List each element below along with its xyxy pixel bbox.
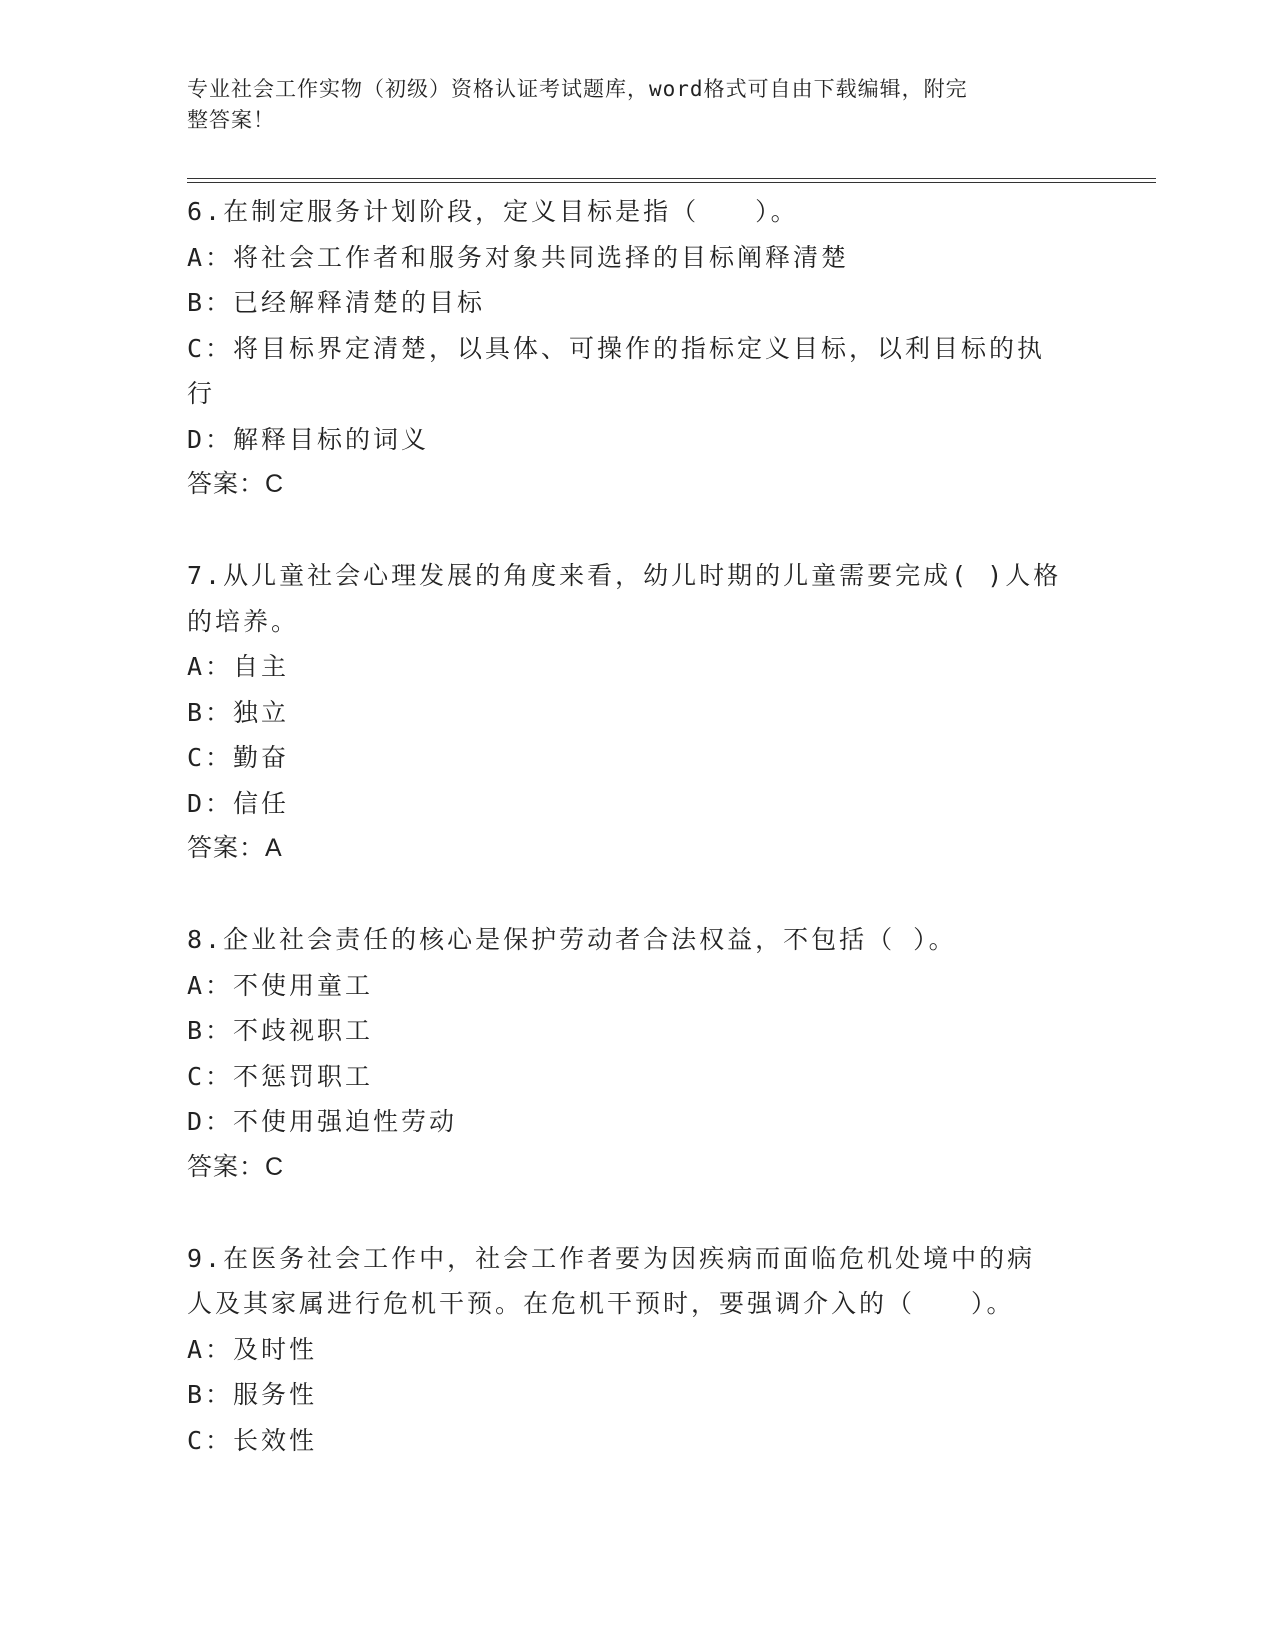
question-list [187,189,1077,1463]
header-line-2: 整答案！ [187,108,275,132]
question-stem: 6.在制定服务计划阶段，定义目标是指（ ）。 [187,197,799,226]
question-stem: 9.在医务社会工作中，社会工作者要为因疾病而面临危机处境中的病 [187,1243,1036,1273]
option-c-continued: 行 [187,379,216,408]
option-d: D：不使用强迫性劳动 [187,1107,458,1136]
option-d: D：信任 [187,788,290,818]
option-b: B：独立 [187,697,290,727]
header-line-1: 专业社会工作实物（初级）资格认证考试题库，word格式可自由下载编辑，附完 [187,77,968,101]
answer-line: 答案：A [187,834,283,862]
option-d: D：解释目标的词义 [187,424,430,454]
question-9 [187,1236,1077,1464]
header-rule-top [187,178,1156,179]
option-c: C：长效性 [187,1425,318,1455]
question-6 [187,189,1077,508]
option-a: A：自主 [187,652,290,681]
option-a: A：不使用童工 [187,970,374,1000]
answer-line: 答案：C [187,470,285,498]
document-header [187,74,1067,136]
question-stem-continued: 的培养。 [187,606,300,636]
option-b: B：已经解释清楚的目标 [187,288,486,317]
question-stem: 8.企业社会责任的核心是保护劳动者合法权益，不包括（ ）。 [187,925,957,954]
header-rule-bottom [187,182,1156,183]
option-b: B：服务性 [187,1380,318,1409]
option-c: C：勤奋 [187,743,290,772]
question-8 [187,917,1077,1190]
option-c: C：不惩罚职工 [187,1061,374,1091]
question-stem-continued: 人及其家属进行危机干预。在危机干预时，要强调介入的（ ）。 [187,1289,1015,1318]
option-a: A：将社会工作者和服务对象共同选择的目标阐释清楚 [187,242,850,272]
option-c: C：将目标界定清楚，以具体、可操作的指标定义目标，以利目标的执 [187,333,1046,363]
answer-line: 答案：C [187,1152,285,1181]
question-7 [187,553,1077,872]
option-a: A：及时性 [187,1334,318,1364]
question-stem: 7.从儿童社会心理发展的角度来看，幼儿时期的儿童需要完成( )人格 [187,561,1062,590]
option-b: B：不歧视职工 [187,1016,374,1045]
